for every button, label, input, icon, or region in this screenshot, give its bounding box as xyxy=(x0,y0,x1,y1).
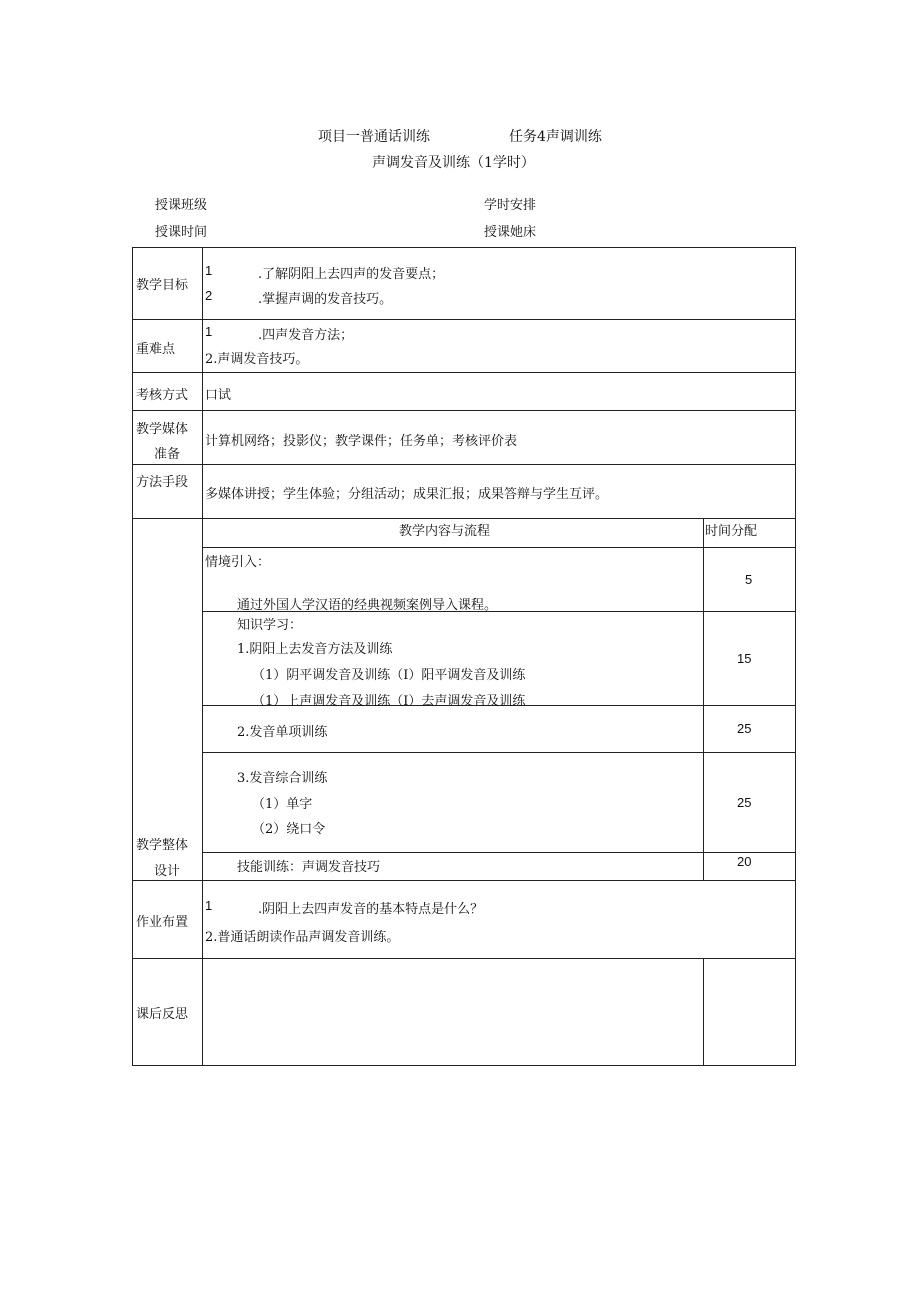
homework-label: 作业布置 xyxy=(136,915,189,930)
media-label-line1: 教学媒体 xyxy=(136,422,189,437)
section-knowledge-time: 15 xyxy=(737,651,752,666)
media-value: 计算机网络；投影仪；教学课件；任务单；考核评价表 xyxy=(205,434,518,449)
assessment-value: 口试 xyxy=(205,388,232,403)
row-divider xyxy=(132,1065,796,1066)
homework-1-number: 1 xyxy=(205,898,213,913)
section-knowledge-heading: 知识学习： xyxy=(237,618,303,633)
key-point-1-number: 1 xyxy=(205,324,213,339)
hours-label: 学时安排 xyxy=(484,198,537,213)
row-divider xyxy=(132,464,796,465)
methods-label: 方法手段 xyxy=(136,475,189,490)
row-divider xyxy=(132,372,796,373)
project-title: 项目一普通话训练 xyxy=(318,129,430,145)
section-single-training-time: 25 xyxy=(737,721,752,736)
goal-2-text: .掌握声调的发音技巧。 xyxy=(258,292,393,307)
key-points-label: 重难点 xyxy=(136,342,176,357)
class-label: 授课班级 xyxy=(155,198,208,213)
place-label: 授课她床 xyxy=(484,225,537,240)
design-label-line1: 教学整体 xyxy=(136,838,189,853)
key-point-2-text: 2.声调发音技巧。 xyxy=(205,352,309,367)
section-combined-line: （1）单字 xyxy=(252,797,313,812)
reflection-column-divider xyxy=(703,958,704,1066)
time-label: 授课时间 xyxy=(155,225,208,240)
row-divider xyxy=(132,319,796,320)
methods-value: 多媒体讲授；学生体验；分组活动；成果汇报；成果答辩与学生互评。 xyxy=(205,487,609,502)
section-intro-text: 通过外国人学汉语的经典视频案例导入课程。 xyxy=(237,598,498,613)
section-single-training: 2.发音单项训练 xyxy=(237,725,328,740)
section-skill-training: 技能训练：声调发音技巧 xyxy=(237,860,381,875)
media-label-line2: 准备 xyxy=(154,447,181,462)
row-divider xyxy=(132,880,796,881)
task-title: 任务4声调训练 xyxy=(509,129,602,145)
reflection-label: 课后反思 xyxy=(136,1007,189,1022)
goal-2-number: 2 xyxy=(205,288,213,303)
section-combined-time: 25 xyxy=(737,795,752,810)
section-knowledge-line: 1.阴阳上去发音方法及训练 xyxy=(237,642,393,657)
goal-1-text: .了解阴阳上去四声的发音要点； xyxy=(258,267,445,282)
section-intro-time: 5 xyxy=(745,572,753,587)
design-label-line2: 设计 xyxy=(154,864,181,879)
table-border-left xyxy=(132,247,133,1066)
section-skill-training-time: 20 xyxy=(737,854,752,869)
design-content-header: 教学内容与流程 xyxy=(399,524,491,539)
homework-2-text: 2.普通话朗读作品声调发音训练。 xyxy=(205,930,400,945)
goal-1-number: 1 xyxy=(205,263,213,278)
section-knowledge-line: （1）阴平调发音及训练（I）阳平调发音及训练 xyxy=(252,668,526,683)
label-column-divider xyxy=(202,247,203,1066)
key-point-1-text: .四声发音方法； xyxy=(258,328,354,343)
design-row-divider xyxy=(202,752,796,753)
homework-1-text: .阴阳上去四声发音的基本特点是什么？ xyxy=(258,902,484,917)
lesson-subtitle: 声调发音及训练（1学时） xyxy=(372,155,535,171)
design-row-divider xyxy=(202,547,796,548)
row-divider xyxy=(132,410,796,411)
row-divider xyxy=(132,958,796,959)
design-time-header: 时间分配 xyxy=(705,524,758,539)
section-intro-heading: 情境引入： xyxy=(205,555,271,570)
design-row-divider xyxy=(202,852,796,853)
section-combined-heading: 3.发音综合训练 xyxy=(237,771,328,786)
table-border-right xyxy=(795,247,796,1066)
row-divider xyxy=(132,518,796,519)
goals-label: 教学目标 xyxy=(136,278,189,293)
assessment-label: 考核方式 xyxy=(136,388,189,403)
row-divider xyxy=(132,247,796,248)
section-combined-line: （2）绕口令 xyxy=(252,822,326,837)
time-column-divider xyxy=(703,518,704,881)
section-knowledge-line: （1）上声调发音及训练（I）去声调发音及训练 xyxy=(252,694,526,709)
